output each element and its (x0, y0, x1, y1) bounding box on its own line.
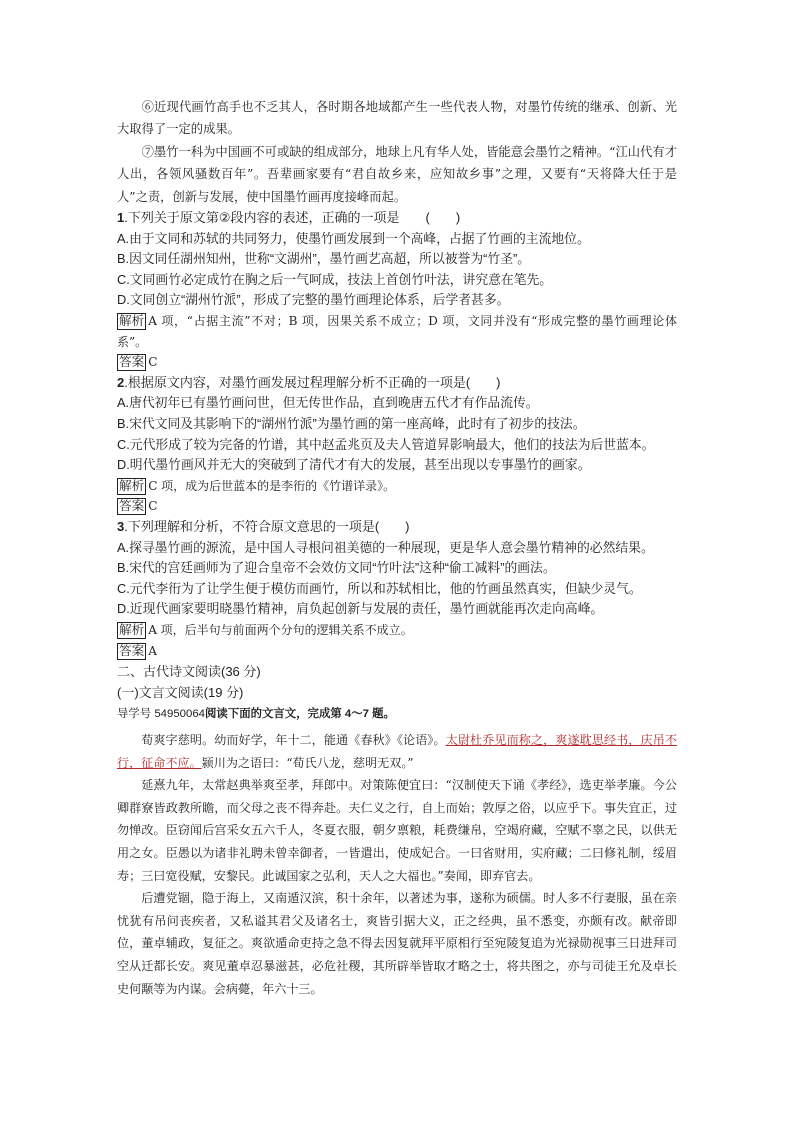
question-2-analysis: 解析 C 项，成为后世蓝本的是李衎的《竹谱详录》。 (119, 478, 396, 493)
guide-instruction: 阅读下面的文言文，完成第 4～7 题。 (205, 708, 395, 721)
analysis-tag: 解析 (119, 314, 145, 328)
question-3-answer: 答案 A (119, 643, 157, 658)
paragraph-6: ⑥近现代画竹高手也不乏其人，各时期各地域都产生一些代表人物，对墨竹传统的继承、创新、光大取得了一定的成果。 (117, 100, 677, 137)
question-3-option-b: B.宋代的宫廷画师为了迎合皇帝不会效仿文同“竹叶法”这种“偷工减料”的画法。 (117, 560, 556, 576)
analysis-tag: 解析 (119, 622, 145, 637)
answer-tag: 答案 (119, 355, 145, 370)
guide-number: 导学号 54950064 (117, 708, 206, 721)
question-1-answer: 答案 C (119, 355, 158, 370)
paragraph-7: ⑦墨竹一科为中国画不可或缺的组成部分，地球上凡有华人处，皆能意会墨竹之精神。“江山代有才人出，各领风骚数百年”。吾辈画家要有“君自故乡来，应知故乡事”之理，又要有“天将降大任于是人”之责，创新与发展，使中国墨竹画再度接峰而起。 (117, 144, 677, 204)
question-1-option-c: C.文同画竹必定成竹在胸之后一气呵成，技法上首创竹叶法，讲究意在笔先。 (117, 271, 553, 287)
question-3-option-c: C.元代李衎为了让学生便于模仿而画竹，所以和苏轼相比，他的竹画虽然真实，但缺少灵气。 (117, 580, 642, 596)
question-3-option-a: A.探寻墨竹画的源流，是中国人寻根问祖美德的一种展现，更是华人意会墨竹精神的必然结果。 (117, 539, 654, 555)
underlined-sentence: 太尉杜乔见而称之，爽遂耽思经书，庆吊不行，征命不应。 (117, 733, 677, 770)
classical-paragraph-1: 荀爽字慈明。幼而好学，年十二，能通《春秋》《论语》。太尉杜乔见而称之，爽遂耽思经书，庆吊不行，征命不应。颍川为之语曰：“荀氏八龙，慈明无双。” (117, 733, 677, 770)
question-1-option-b: B.因文同任湖州知州，世称“文湖州”，墨竹画艺高超，所以被誉为“竹圣”。 (117, 251, 531, 267)
question-1-analysis: 解析 A 项，“占据主流”不对；B 项，因果关系不成立；D 项，文同并没有“形成完整的墨竹画理论体系”。 (117, 314, 677, 349)
guide-line (117, 703, 677, 725)
question-3-analysis: 解析 A 项，后半句与前面两个分句的逻辑关系不成立。 (119, 622, 413, 637)
classical-paragraph-3: 后遭党锢，隐于海上，又南遁汉滨，积十余年，以著述为事，遂称为硕儒。时人多不行妻服，虽在亲忧犹有吊问丧疾者，又私谥其君父及诸名士，爽皆引据大义，正之经典，虽不悉变，亦颇有改。献帝即位，董卓辅政，复征之。爽欲遁命吏持之急不得去因复就拜平原相行至宛陵复追为光禄勋视事三日进拜司空从迁都长安。爽见董卓忍暴滋甚，必危社稷，其所辟举皆取才略之士，将共图之，亦与司徒王允及卓长史何颙等为内谋。会病薨，年六十三。 (117, 891, 677, 996)
question-1-stem: 1.下列关于原文第②段内容的表述，正确的一项是 ( ) (117, 210, 461, 226)
question-2-answer: 答案 C (119, 499, 158, 514)
question-2-stem: 2.根据原文内容，对墨竹画发展过程理解分析不正确的一项是( ) (117, 374, 501, 390)
analysis-tag: 解析 (119, 478, 145, 493)
question-3-stem: 3.下列理解和分析，不符合原文意思的一项是( ) (117, 518, 410, 534)
classical-paragraph-2: 延熹九年，太常赵典举爽至孝，拜郎中。对策陈便宜曰：“汉制使天下诵《孝经》，选吏举孝廉。今公卿群寮皆政教所瞻，而父母之丧不得奔赴。夫仁义之行，自上而始；敦厚之俗，以应乎下。事失宜正，过勿惮改。臣窃闻后宫采女五六千人，冬夏衣服，朝夕禀粮，耗费缣帛，空竭府藏，空赋不辜之民，以供无用之女。臣愚以为诸非礼聘未曾幸御者，一皆遣出，使成妃合。一曰省财用，实府藏；二曰修礼制，绥眉寿；三曰宽役赋，安黎民。此诚国家之弘利，天人之大福也。”奏闻，即弃官去。 (117, 778, 677, 883)
question-2-option-c: C.元代形成了较为完备的竹谱，其中赵孟兆页及夫人管道昇影响最大，他们的技法为后世蓝本。 (117, 436, 655, 452)
question-2 (117, 373, 677, 517)
answer-tag: 答案 (119, 499, 145, 514)
question-1 (117, 208, 677, 373)
question-2-option-d: D.明代墨竹画风并无大的突破到了清代才有大的发展，甚至出现以专事墨竹的画家。 (117, 457, 591, 473)
question-2-option-b: B.宋代文同及其影响下的“湖州竹派”为墨竹画的第一座高峰，此时有了初步的技法。 (117, 415, 586, 431)
page-content (117, 96, 677, 1000)
question-1-option-d: D.文同创立“湖州竹派”，形成了完整的墨竹画理论体系，后学者甚多。 (117, 292, 510, 308)
question-2-option-a: A.唐代初年已有墨竹画问世，但无传世作品，直到晚唐五代才有作品流传。 (117, 395, 539, 411)
question-3-option-d: D.近现代画家要明晓墨竹精神，肩负起创新与发展的责任，墨竹画就能再次走向高峰。 (117, 601, 604, 617)
question-1-option-a: A.由于文同和苏轼的共同努力，使墨竹画发展到一个高峰，占据了竹画的主流地位。 (117, 230, 590, 246)
question-3 (117, 517, 677, 661)
section-2-subtitle: (一)文言文阅读(19 分) (117, 685, 244, 701)
section-2-title: 二、古代诗文阅读(36 分) (117, 664, 261, 680)
answer-tag: 答案 (119, 643, 145, 658)
